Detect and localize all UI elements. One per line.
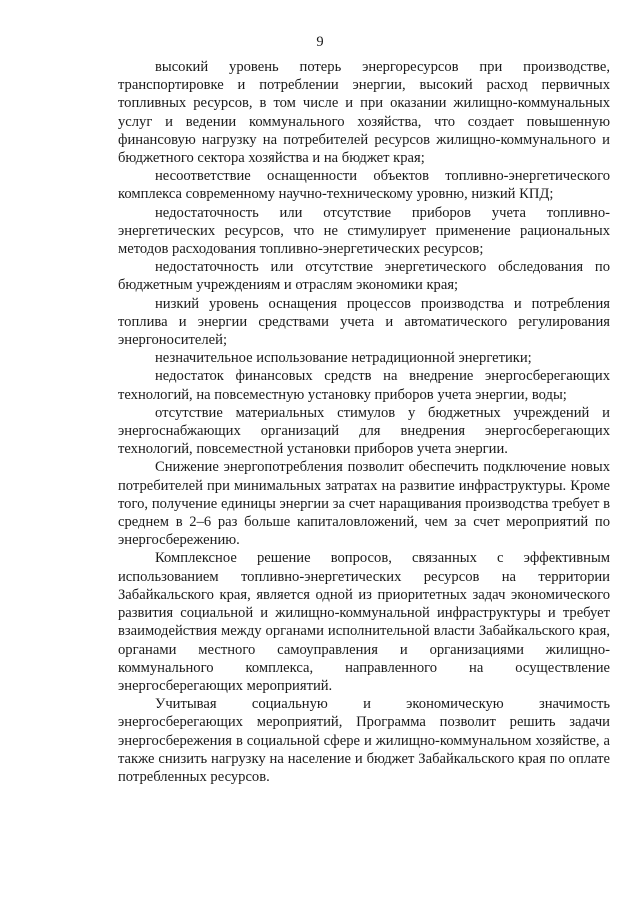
paragraph-equipment-mismatch: несоответствие оснащенности объектов топливно-энергетического комплекса современному научно-техническому уровню, низкий КПД; (118, 168, 610, 203)
paragraph-funding-shortage: недостаток финансовых средств на внедрение энергосберегающих технологий, на повсеместную установку приборов учета энергии, воды; (118, 368, 610, 403)
paragraph-no-incentives: отсутствие материальных стимулов у бюджетных учреждений и энергоснабжающих организаций для внедрения энергосберегающих технологий, повсеместной установки приборов учета энергии. (118, 404, 610, 458)
paragraph-comprehensive-solution: Комплексное решение вопросов, связанных с эффективным использованием топливно-энергетических ресурсов на территории Забайкальского края, является одной из приоритетных задач экономического развития социальной и жилищно-коммунальной инфраструктуры и требует взаимодействия между органами исполнительной власти Забайкальского края, органами местного самоуправления и организациями жилищно-коммунального комплекса, направленного на осуществление энергосберегающих мероприятий. (118, 550, 610, 694)
body-text (118, 58, 610, 786)
paragraph-program-significance: Учитывая социальную и экономическую значимость энергосберегающих мероприятий, Программа позволит решить задачи энергосбережения в социальной сфере и жилищно-коммунальном хозяйстве, а также снизить нагрузку на население и бюджет Забайкальского края по оплате потребленных ресурсов. (118, 696, 610, 785)
paragraph-consumption-reduction: Снижение энергопотребления позволит обеспечить подключение новых потребителей при минимальных затратах на развитие инфраструктуры. Кроме того, получение единицы энергии за счет наращивания производства требует в среднем в 2–6 раз больше капиталовложений, чем за счет мероприятий по энергосбережению. (118, 459, 610, 549)
paragraph-energy-losses: высокий уровень потерь энергоресурсов при производстве, транспортировке и потреблении энергии, высокий расход первичных топливных ресурсов, в том числе и при оказании жилищно-коммунальных услуг и ведении коммунального хозяйства, что создает повышенную финансовую нагрузку на потребителей ресурсов жилищно-коммунального и бюджетного сектора хозяйства и на бюджет края; (118, 59, 610, 167)
paragraph-energy-audit: недостаточность или отсутствие энергетического обследования по бюджетным учреждениям и отраслям экономики края; (118, 259, 610, 294)
paragraph-low-equipment: низкий уровень оснащения процессов производства и потребления топлива и энергии средствами учета и автоматического регулирования энергоносителей; (118, 295, 610, 349)
paragraph-metering-lack: недостаточность или отсутствие приборов учета топливно-энергетических ресурсов, что не стимулирует применение рациональных методов расходования топливно-энергетических ресурсов; (118, 204, 610, 258)
paragraph-alternative-energy: незначительное использование нетрадиционной энергетики; (155, 350, 532, 367)
page-number: 9 (316, 34, 324, 50)
